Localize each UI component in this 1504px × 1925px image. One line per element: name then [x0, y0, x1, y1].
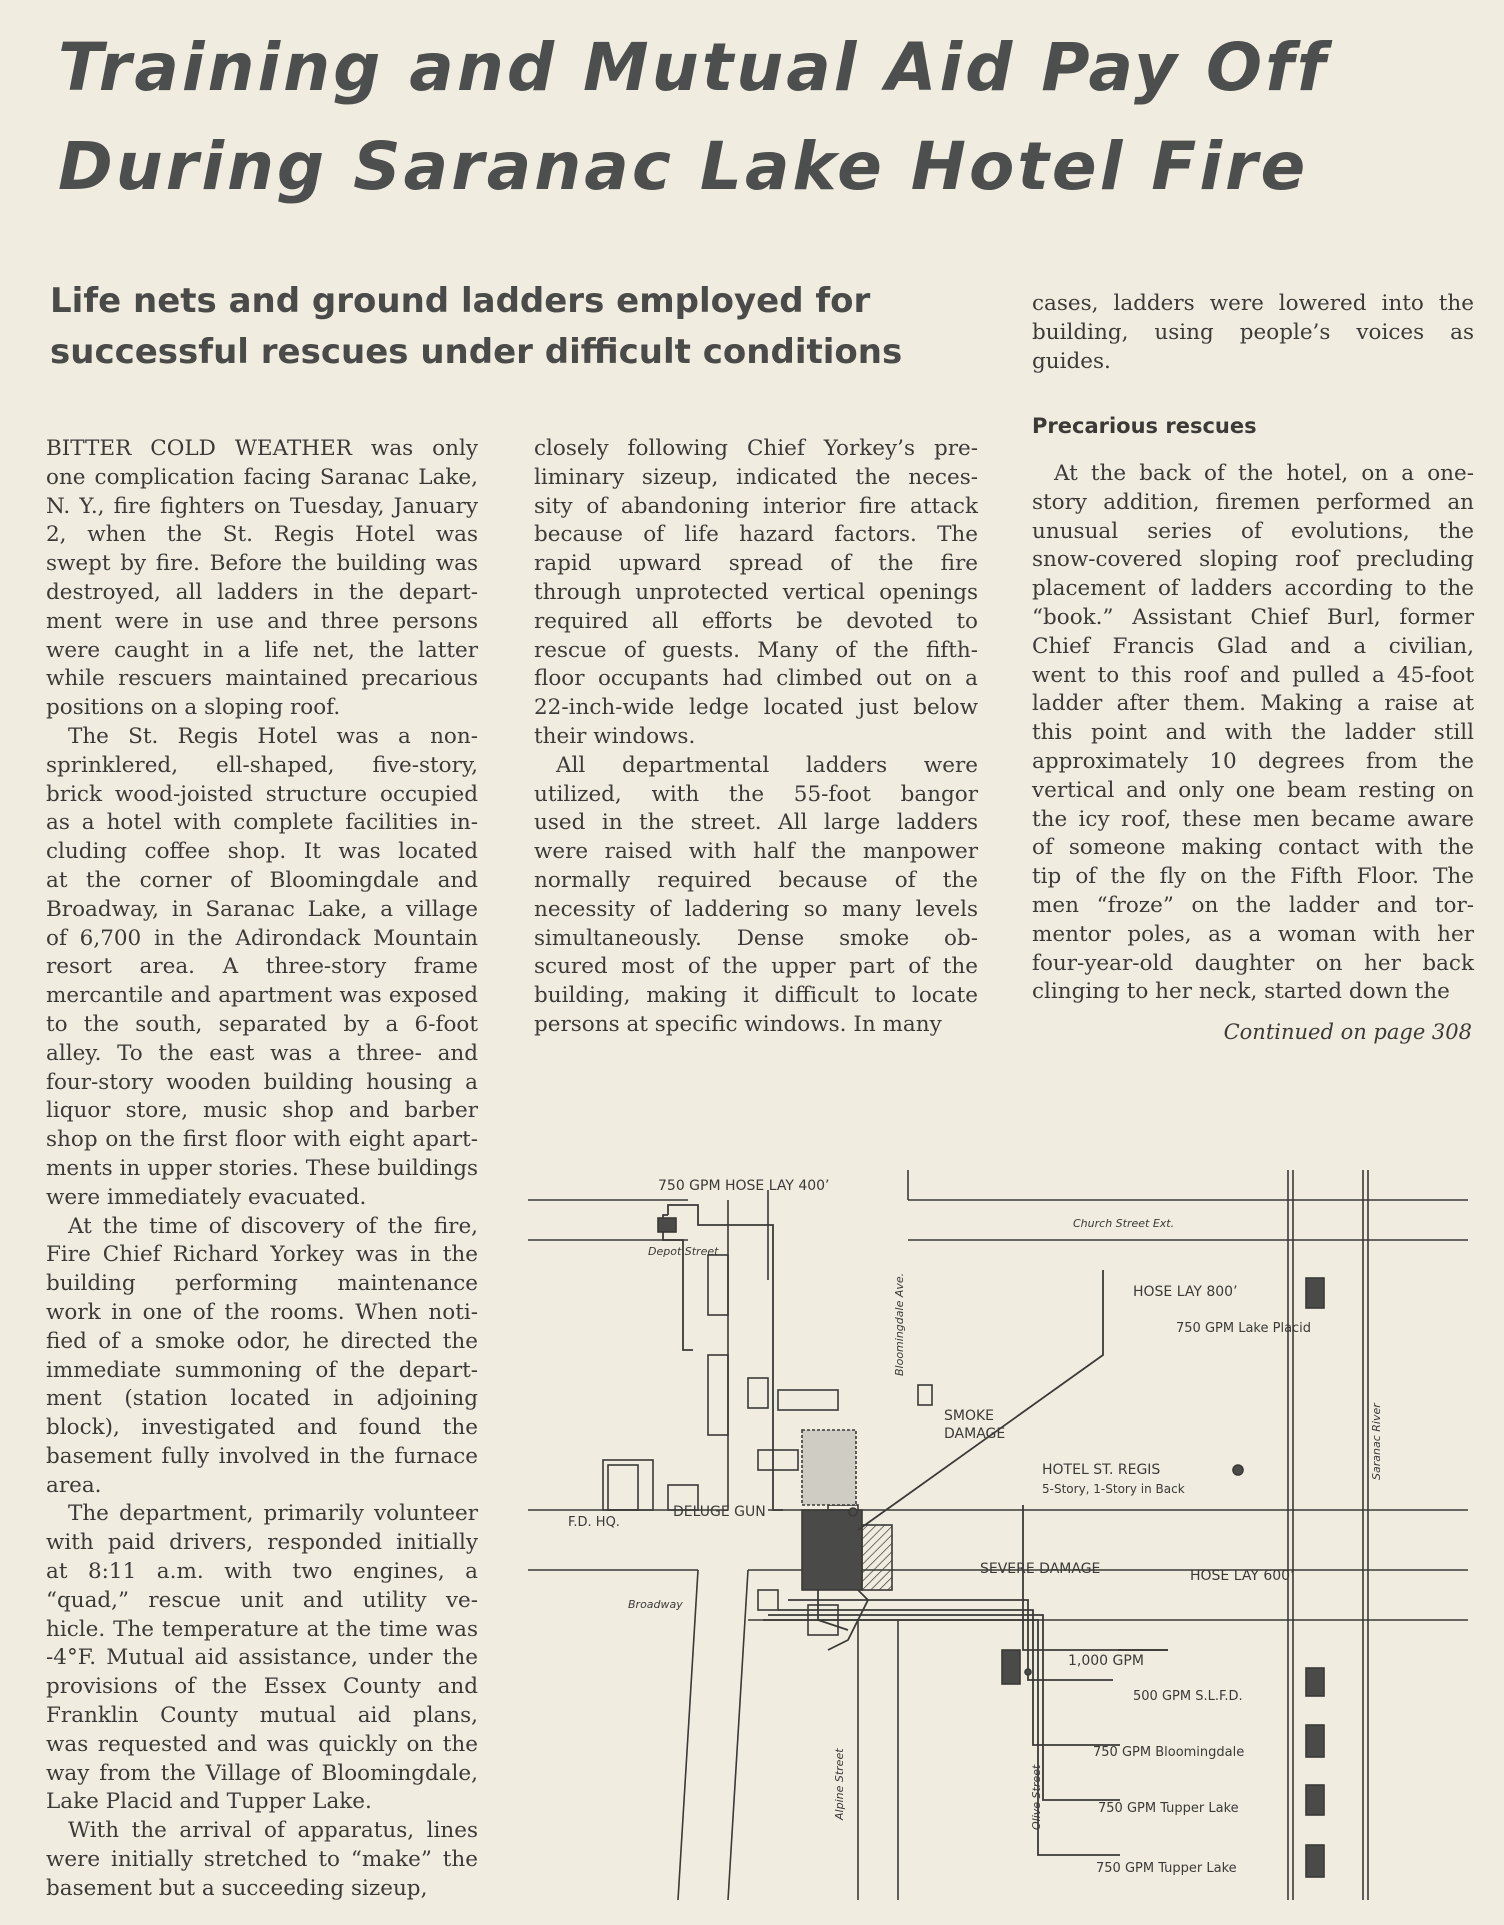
text-line: All departmental ladders were: [556, 752, 978, 778]
text-line: liquor store, music shop and barber: [46, 1098, 478, 1124]
text-line: men “froze” on the ladder and tor-: [1032, 892, 1474, 918]
label-depot-street: Depot Street: [648, 1245, 719, 1258]
article-title: [58, 18, 1478, 216]
text-line: -4°F. Mutual aid assistance, under the: [46, 1645, 478, 1671]
text-line: because of life hazard factors. The: [534, 522, 978, 548]
text-line: fied of a smoke odor, he directed the: [46, 1328, 478, 1354]
text-line: went to this roof and pulled a 45-foot: [1032, 662, 1474, 688]
text-line: brick wood-joisted structure occupied: [46, 781, 478, 807]
text-line: basement fully involved in the furnace: [46, 1443, 478, 1469]
pumper-units: [658, 1218, 1324, 1877]
text-line: shop on the first floor with eight apart-: [46, 1127, 478, 1153]
label-bloomingdale-ave: Bloomingdale Ave.: [893, 1272, 906, 1376]
article-subtitle: [50, 276, 903, 378]
text-line: this point and with the ladder still: [1032, 720, 1474, 746]
column-3-top: [1032, 290, 1474, 376]
text-line: of someone making contact with the: [1032, 835, 1474, 861]
text-line: “book.” Assistant Chief Burl, former: [1032, 604, 1474, 630]
text-line: swept by fire. Before the building was: [46, 551, 478, 577]
map-streets: [528, 1170, 1468, 1900]
text-line: tip of the fly on the Fifth Floor. The: [1032, 864, 1474, 890]
text-line: floor occupants had climbed out on a: [534, 666, 978, 692]
text-line: “quad,” rescue unit and utility ve-: [46, 1587, 478, 1613]
text-line: through unprotected vertical openings: [534, 579, 978, 605]
text-line: cases, ladders were lowered into the: [1032, 291, 1474, 316]
text-line: building performing maintenance: [46, 1271, 478, 1297]
label-hose-lay-400: 750 GPM HOSE LAY 400’: [658, 1178, 830, 1194]
text-line: rescue of guests. Many of the fifth-: [534, 637, 978, 663]
text-line: persons at specific windows. In many: [534, 1011, 942, 1037]
text-line: immediate summoning of the depart-: [46, 1357, 478, 1383]
text-line: Fire Chief Richard Yorkey was in the: [46, 1242, 478, 1268]
text-line: Franklin County mutual aid plans,: [46, 1703, 478, 1729]
text-line: at 8:11 a.m. with two engines, a: [46, 1559, 478, 1585]
label-saranac-river: Saranac River: [1370, 1403, 1383, 1480]
text-line: mentor poles, as a woman with her: [1032, 921, 1474, 947]
text-line: At the time of discovery of the fire,: [68, 1213, 478, 1239]
text-line: At the back of the hotel, on a one-: [1054, 461, 1474, 486]
column-1: [46, 435, 478, 1904]
text-line: area.: [46, 1472, 102, 1498]
text-line: rapid upward spread of the fire: [534, 551, 978, 577]
text-line: Broadway, in Saranac Lake, a village: [46, 896, 478, 922]
text-line: with paid drivers, responded initially: [46, 1530, 478, 1556]
label-tupper-1: 750 GPM Tupper Lake: [1098, 1801, 1239, 1816]
subtitle-line-2: successful rescues under difficult conditions: [50, 332, 903, 372]
label-fd-hq: F.D. HQ.: [568, 1515, 620, 1530]
map-labels: [568, 1178, 1383, 1876]
text-line: necessity of laddering so many levels: [534, 896, 978, 922]
hotel-st-regis: [802, 1510, 862, 1590]
text-line: hicle. The temperature at the time was: [46, 1616, 478, 1642]
text-line: 2, when the St. Regis Hotel was: [46, 522, 478, 548]
fire-scene-map: [528, 1160, 1468, 1900]
label-slfd: 500 GPM S.L.F.D.: [1133, 1689, 1243, 1704]
label-lake-placid: 750 GPM Lake Placid: [1176, 1321, 1312, 1336]
text-line: sity of abandoning interior fire attack: [534, 493, 978, 519]
text-line: vertical and only one beam resting on: [1032, 777, 1474, 803]
label-alpine-street: Alpine Street: [833, 1748, 846, 1820]
text-line: of 6,700 in the Adirondack Mountain: [46, 925, 478, 951]
text-line: ladder after them. Making a raise at: [1032, 691, 1474, 717]
title-line-2: During Saranac Lake Hotel Fire: [58, 128, 1309, 205]
text-line: The St. Regis Hotel was a non-: [68, 723, 478, 749]
label-1000-gpm: 1,000 GPM: [1068, 1653, 1144, 1669]
text-line: closely following Chief Yorkey’s pre-: [534, 436, 978, 461]
text-line: block), investigated and found the: [46, 1415, 478, 1441]
text-line: basement but a succeeding sizeup,: [46, 1875, 428, 1901]
text-line: simultaneously. Dense smoke ob-: [534, 925, 978, 951]
text-line: alley. To the east was a three- and: [46, 1040, 478, 1066]
text-line: at the corner of Bloomingdale and: [46, 867, 478, 893]
text-line: provisions of the Essex County and: [46, 1674, 478, 1700]
text-line: while rescuers maintained precarious: [46, 666, 478, 692]
text-line: were immediately evacuated.: [46, 1184, 367, 1210]
section-heading: Precarious rescues: [1032, 414, 1257, 438]
text-line: was requested and was quickly on the: [46, 1731, 478, 1757]
text-line: work in one of the rooms. When noti-: [46, 1299, 478, 1325]
text-line: the icy roof, these men became aware: [1032, 806, 1474, 832]
text-line: to the south, separated by a 6-foot: [46, 1011, 478, 1037]
label-deluge-gun: DELUGE GUN: [673, 1504, 766, 1520]
text-line: building, making it difficult to locate: [534, 983, 978, 1009]
text-line: scured most of the upper part of the: [534, 954, 978, 980]
text-line: destroyed, all ladders in the depart-: [46, 579, 478, 605]
label-smoke-2: DAMAGE: [944, 1426, 1006, 1442]
column-2: [534, 435, 978, 1040]
text-line: were initially stretched to “make” the: [46, 1847, 478, 1873]
text-line: resort area. A three-story frame: [46, 954, 478, 980]
text-line: N. Y., fire fighters on Tuesday, January: [46, 493, 478, 519]
text-line: were caught in a life net, the latter: [46, 637, 478, 663]
hotel-upper-section: [802, 1430, 856, 1505]
text-line: sprinklered, ell-shaped, five-story,: [46, 752, 478, 778]
text-line: liminary sizeup, indicated the neces-: [534, 464, 978, 490]
text-line: one complication facing Saranac Lake,: [46, 464, 478, 490]
text-line: way from the Village of Bloomingdale,: [46, 1760, 478, 1786]
label-hose-lay-600: HOSE LAY 600’: [1190, 1568, 1295, 1584]
severe-damage-area: [862, 1525, 892, 1590]
text-line: approximately 10 degrees from the: [1032, 748, 1474, 774]
label-bloomingdale-pumper: 750 GPM Bloomingdale: [1093, 1745, 1245, 1760]
text-line: The department, primarily volunteer: [68, 1501, 478, 1527]
text-line: normally required because of the: [534, 867, 978, 893]
text-line: as a hotel with complete facilities in-: [46, 810, 478, 836]
text-line: ment (station located in adjoining: [46, 1386, 478, 1412]
text-line: required all efforts be devoted to: [534, 608, 978, 634]
label-broadway: Broadway: [628, 1598, 683, 1611]
text-line: ments in upper stories. These buildings: [46, 1155, 478, 1181]
title-line-1: Training and Mutual Aid Pay Off: [58, 29, 1329, 106]
text-line: Lake Placid and Tupper Lake.: [46, 1789, 372, 1815]
text-line: their windows.: [534, 723, 696, 749]
label-olive-street: Olive Street: [1030, 1764, 1043, 1830]
text-line: ment were in use and three persons: [46, 608, 478, 634]
text-line: used in the street. All large ladders: [534, 810, 978, 836]
text-line: 22-inch-wide ledge located just below: [534, 695, 978, 721]
text-line: were raised with half the manpower: [534, 839, 978, 865]
text-line: placement of ladders according to the: [1032, 576, 1474, 602]
label-smoke-1: SMOKE: [944, 1408, 995, 1424]
text-line: four-story wooden building housing a: [46, 1069, 478, 1095]
text-line: utilized, with the 55-foot bangor: [534, 781, 978, 807]
text-line: cluding coffee shop. It was located: [46, 839, 478, 865]
text-line: mercantile and apartment was exposed: [46, 983, 478, 1009]
text-line: BITTER COLD WEATHER was only: [46, 436, 478, 461]
text-line: building, using people’s voices as: [1032, 319, 1474, 345]
label-church-street: Church Street Ext.: [1073, 1217, 1175, 1230]
text-line: guides.: [1032, 348, 1111, 374]
text-line: positions on a sloping roof.: [46, 695, 341, 721]
text-line: four-year-old daughter on her back: [1032, 950, 1474, 976]
label-hotel-name: HOTEL ST. REGIS: [1042, 1462, 1161, 1478]
text-line: story addition, firemen performed an: [1032, 489, 1474, 515]
column-3: [1032, 460, 1474, 1007]
label-tupper-2: 750 GPM Tupper Lake: [1096, 1861, 1237, 1876]
text-line: unusual series of evolutions, the: [1032, 518, 1474, 544]
subtitle-line-1: Life nets and ground ladders employed for: [50, 281, 871, 321]
label-severe-damage: SEVERE DAMAGE: [980, 1561, 1101, 1577]
continued-note: Continued on page 308: [1223, 1020, 1472, 1044]
text-line: snow-covered sloping roof precluding: [1032, 547, 1474, 573]
label-hotel-desc: 5-Story, 1-Story in Back: [1042, 1482, 1185, 1496]
text-line: With the arrival of apparatus, lines: [68, 1818, 478, 1844]
text-line: clinging to her neck, started down the: [1032, 979, 1450, 1005]
text-line: Chief Francis Glad and a civilian,: [1032, 633, 1474, 659]
label-hose-lay-800: HOSE LAY 800’: [1133, 1284, 1238, 1300]
